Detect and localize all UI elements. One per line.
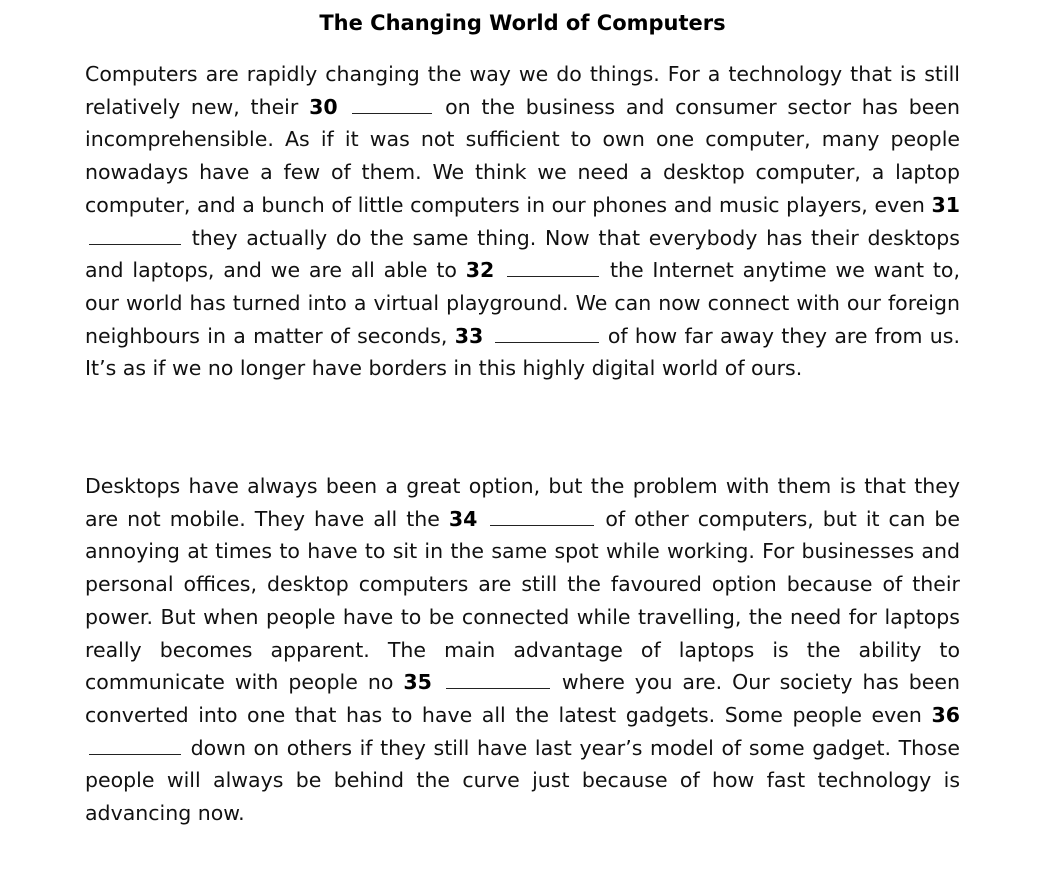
gap-number-34: 34 bbox=[448, 506, 478, 531]
text-segment: Computers are rapidly changing the way we do things. For a technology that is still relatively new, their bbox=[85, 62, 960, 119]
text-segment: of how far away they are from us. It’s as if we no longer have borders in this highly digital world of ours. bbox=[85, 323, 960, 381]
gap-number-33: 33 bbox=[454, 323, 484, 348]
gap-number-30: 30 bbox=[309, 94, 338, 119]
gap-blank-34[interactable] bbox=[490, 505, 594, 526]
gap-blank-33[interactable] bbox=[495, 322, 599, 343]
text-segment: where you are. Our society has been converted into one that has to have all the latest gadgets. Some people even bbox=[85, 670, 960, 727]
text-segment: the Internet anytime we want to, our world has turned into a virtual playground. We can now connect with our foreign neighbours in a matter of seconds, bbox=[85, 258, 960, 348]
gap-number-32: 32 bbox=[465, 258, 495, 283]
gap-blank-36[interactable] bbox=[89, 734, 181, 755]
paragraph-1 bbox=[85, 58, 960, 385]
text-segment: of other computers, but it can be annoying at times to have to sit in the same spot while working. For businesses and personal offices, desktop computers are still the favoured option because of their power. But when people have to be connected while travelling, the need for laptops really becomes apparent. The main advantage of laptops is the ability to communicate with people no bbox=[85, 506, 960, 695]
gap-blank-31[interactable] bbox=[89, 224, 181, 245]
gap-blank-35[interactable] bbox=[446, 668, 550, 689]
text-segment: Desktops have always been a great option, but the problem with them is that they are not mobile. They have all the bbox=[85, 474, 960, 531]
gap-number-36: 36 bbox=[931, 702, 960, 727]
text-segment: down on others if they still have last year’s model of some gadget. Those people will always be behind the curve just because of how fast technology is advancing now. bbox=[85, 735, 960, 826]
text-segment: they actually do the same thing. Now that everybody has their desktops and laptops, and we are all able to bbox=[85, 225, 960, 283]
document-title: The Changing World of Computers bbox=[319, 11, 726, 35]
gap-blank-32[interactable] bbox=[507, 256, 599, 277]
paragraph-2 bbox=[85, 470, 960, 830]
gap-blank-30[interactable] bbox=[352, 93, 432, 114]
text-segment: on the business and consumer sector has been incomprehensible. As if it was not sufficient to own one computer, many people nowadays have a few of them. We think we need a desktop computer, a laptop computer, and a bunch of little computers in our phones and music players, even bbox=[85, 94, 960, 217]
gap-number-35: 35 bbox=[403, 670, 432, 695]
gap-number-31: 31 bbox=[931, 192, 960, 217]
